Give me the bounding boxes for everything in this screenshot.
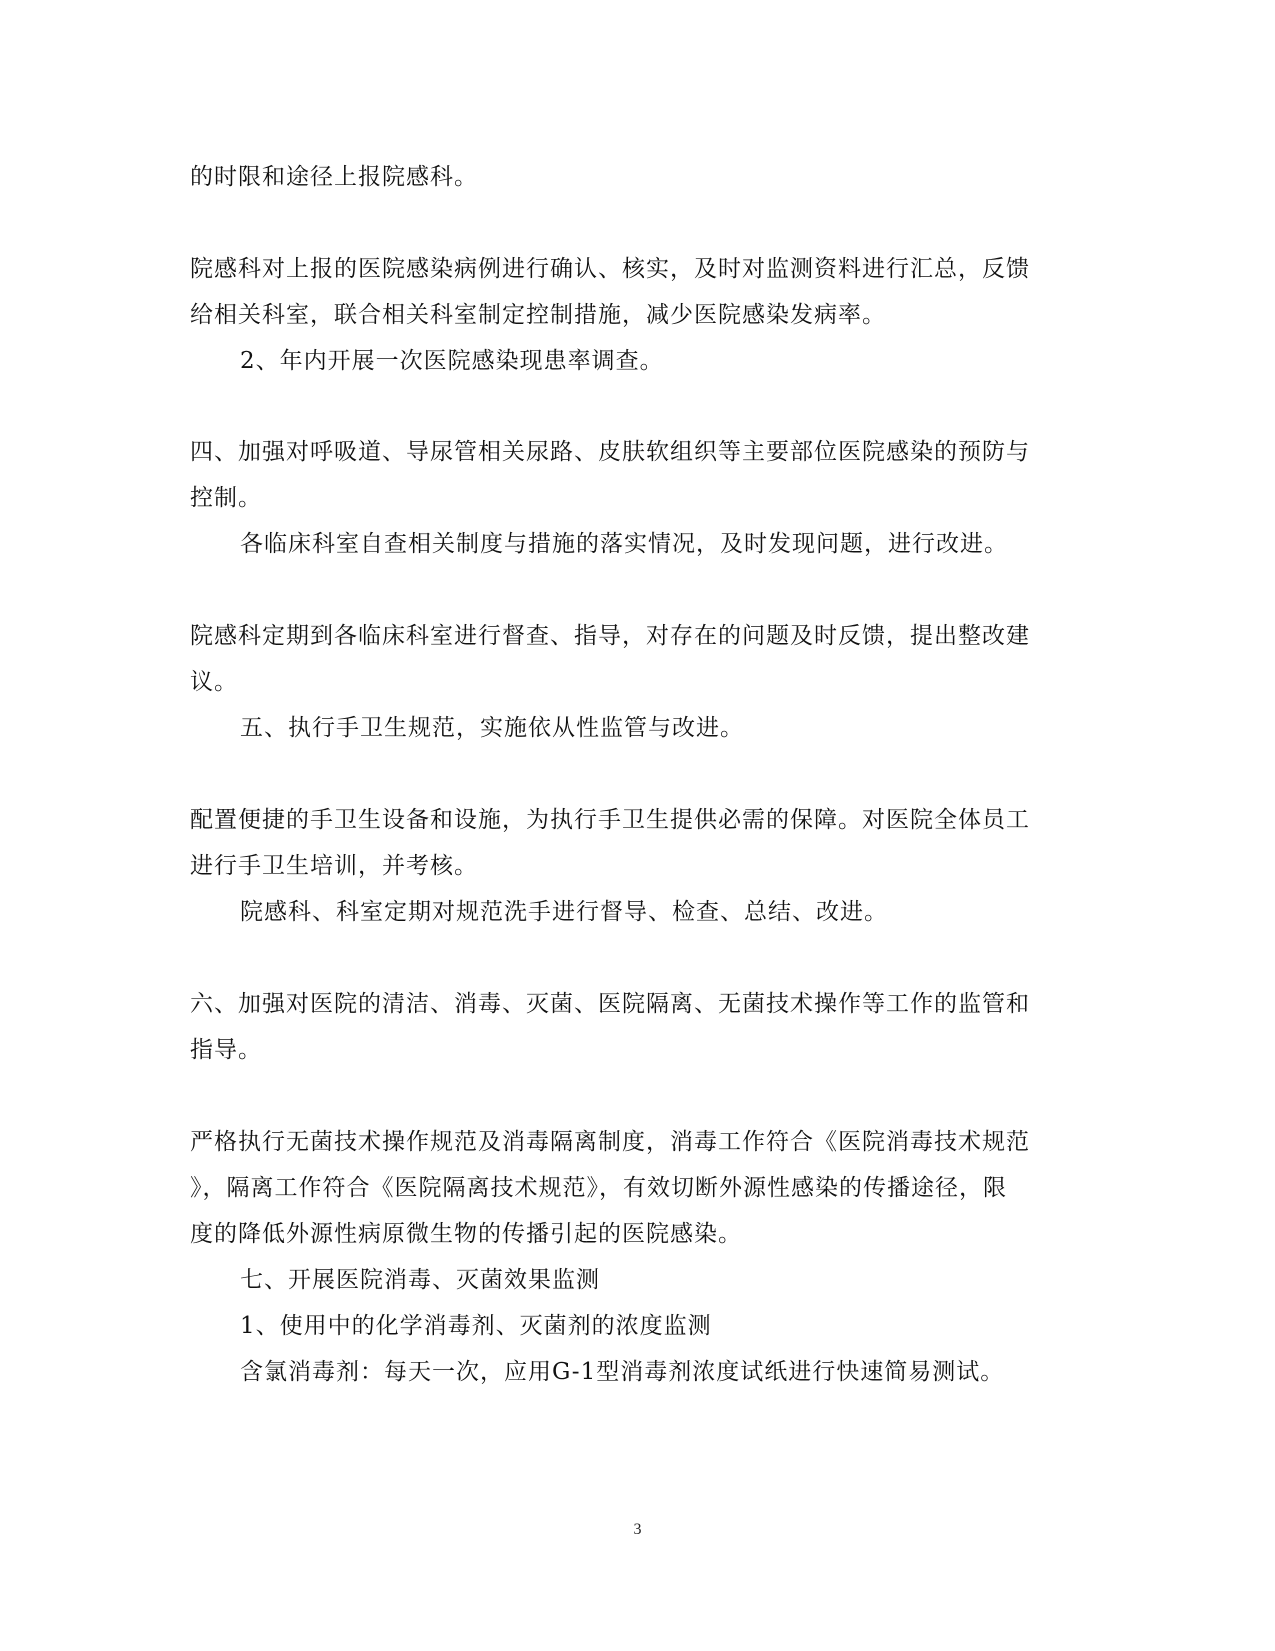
text-line: 院感科对上报的医院感染病例进行确认、核实，及时对监测资料进行汇总，反馈: [190, 256, 1030, 282]
text-line: 配置便捷的手卫生设备和设施，为执行手卫生提供必需的保障。对医院全体员工: [190, 807, 1030, 833]
text-line: 七、开展医院消毒、灭菌效果监测: [240, 1267, 600, 1293]
text-line: 六、加强对医院的清洁、消毒、灭菌、医院隔离、无菌技术操作等工作的监管和: [190, 991, 1030, 1017]
text-line: 进行手卫生培训，并考核。: [190, 853, 478, 879]
text-line: 度的降低外源性病原微生物的传播引起的医院感染。: [190, 1221, 742, 1247]
text-line: 2、年内开展一次医院感染现患率调查。: [240, 348, 664, 374]
page-number: 3: [633, 1521, 642, 1538]
text-line: 各临床科室自查相关制度与措施的落实情况，及时发现问题，进行改进。: [240, 531, 1008, 557]
text-line: 含氯消毒剂：每天一次，应用G-1型消毒剂浓度试纸进行快速简易测试。: [240, 1359, 1005, 1385]
text-line: 控制。: [190, 485, 262, 511]
text-line: 议。: [190, 669, 238, 695]
text-line: 1、使用中的化学消毒剂、灭菌剂的浓度监测: [240, 1313, 712, 1339]
text-line: 的时限和途径上报院感科。: [190, 164, 478, 190]
text-line: 院感科、科室定期对规范洗手进行督导、检查、总结、改进。: [240, 899, 888, 925]
text-line: 》，隔离工作符合《医院隔离技术规范》，有效切断外源性感染的传播途径，限: [190, 1175, 1007, 1201]
text-line: 严格执行无菌技术操作规范及消毒隔离制度，消毒工作符合《医院消毒技术规范: [190, 1129, 1030, 1155]
text-line: 院感科定期到各临床科室进行督查、指导，对存在的问题及时反馈，提出整改建: [190, 623, 1030, 649]
text-line: 五、执行手卫生规范，实施依从性监管与改进。: [240, 715, 744, 741]
text-line: 给相关科室，联合相关科室制定控制措施，减少医院感染发病率。: [190, 302, 886, 328]
text-line: 四、加强对呼吸道、导尿管相关尿路、皮肤软组织等主要部位医院感染的预防与: [190, 439, 1030, 465]
text-line: 指导。: [190, 1037, 262, 1063]
